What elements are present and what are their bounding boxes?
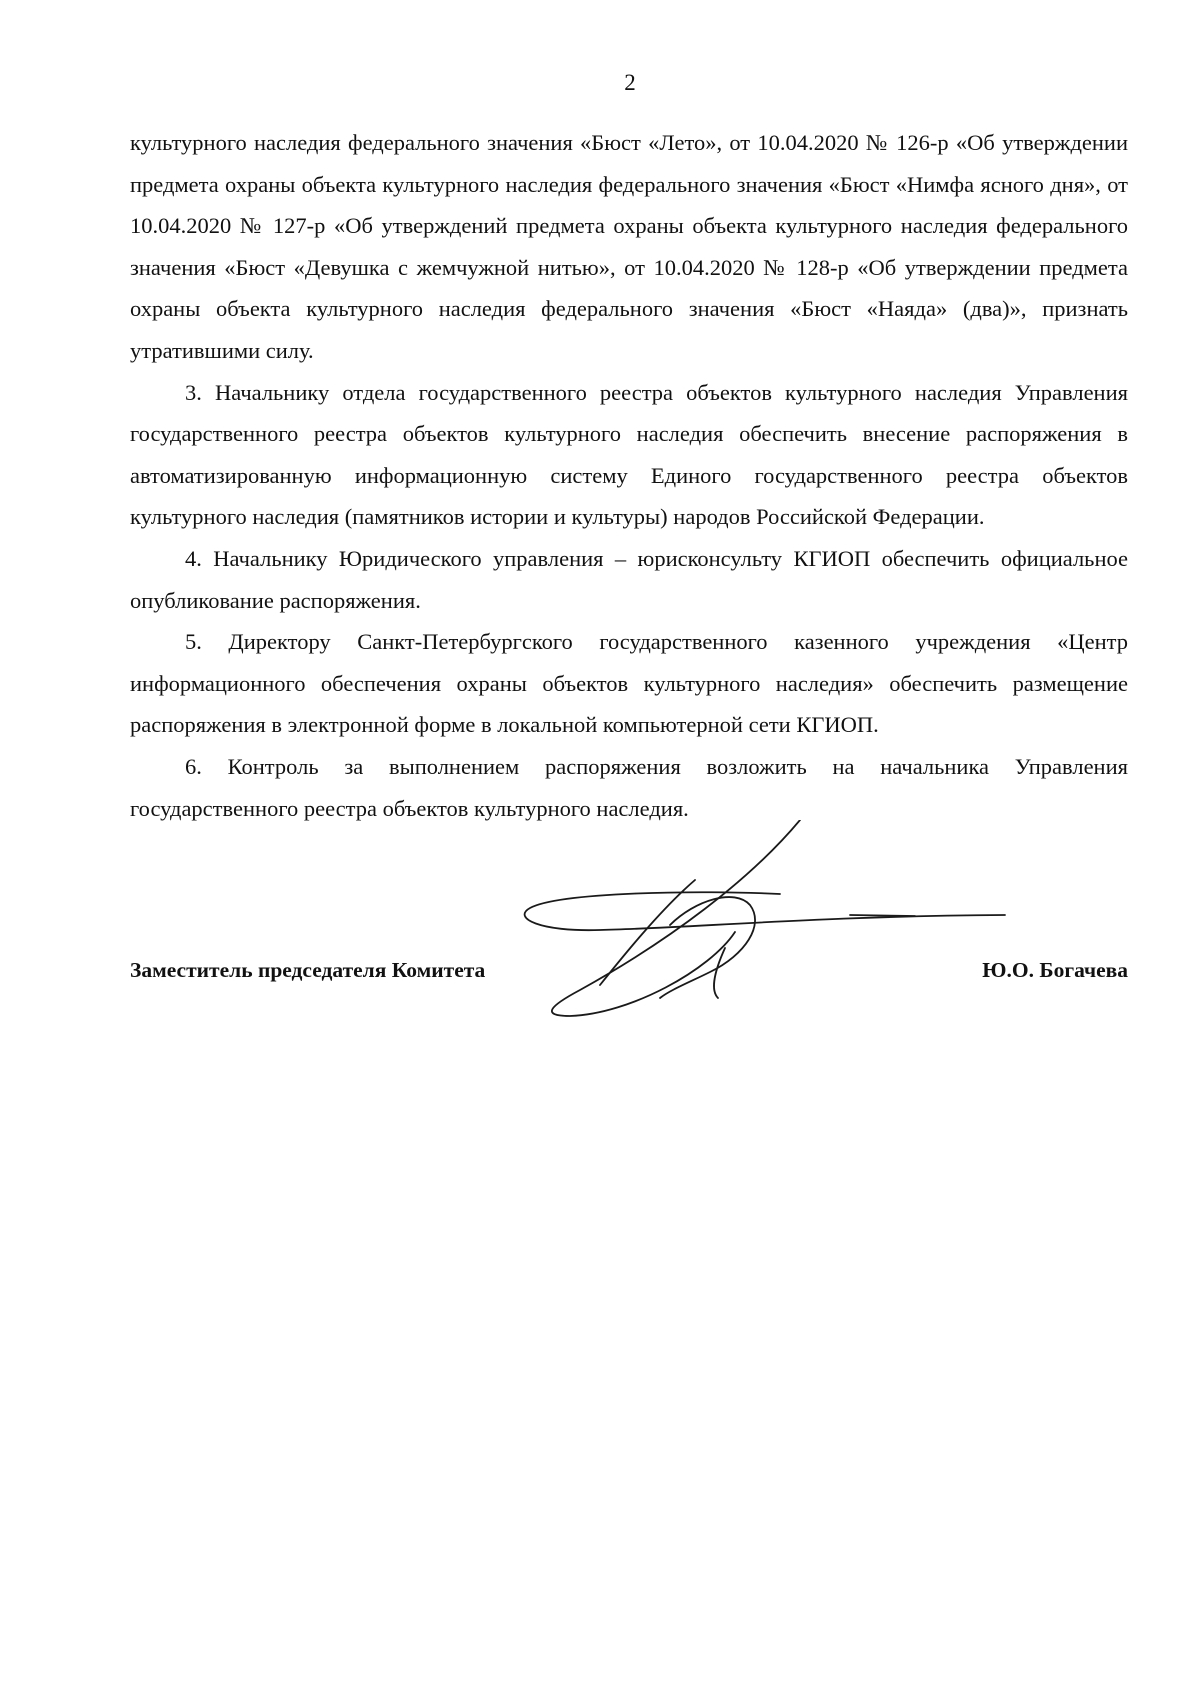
signature-stroke-tail xyxy=(850,915,915,916)
signer-title: Заместитель председателя Комитета xyxy=(130,958,486,982)
document-body xyxy=(130,122,1128,829)
paragraph-item-6: 6. Контроль за выполнением распоряжения возложить на начальника Управления государственного реестра объектов культурного наследия. xyxy=(130,753,1128,821)
paragraph-item-4: 4. Начальнику Юридического управления – юрисконсульту КГИОП обеспечить официальное опубликование распоряжения. xyxy=(130,545,1128,613)
page-number: 2 xyxy=(624,70,636,95)
paragraph-continuation: культурного наследия федерального значения «Бюст «Лето», от 10.04.2020 № 126-р «Об утверждении предмета охраны объекта культурного наследия федерального значения «Бюст «Нимфа ясного дня», от 10.04.2020 № 127-р «Об утверждений предмета охраны объекта культурного наследия федерального значения «Бюст «Девушка с жемчужной нитью», от 10.04.2020 № 128-р «Об утверждении предмета охраны объекта культурного наследия федерального значения «Бюст «Наяда» (два)», признать утратившими силу. xyxy=(130,130,1128,363)
signature-block xyxy=(130,958,1128,998)
signature-stroke-loop xyxy=(525,892,1005,930)
paragraph-item-5: 5. Директору Санкт-Петербургского государственного казенного учреждения «Центр информационного обеспечения охраны объектов культурного наследия» обеспечить размещение распоряжения в электронной форме в локальной компьютерной сети КГИОП. xyxy=(130,629,1128,738)
signer-name: Ю.О. Богачева xyxy=(982,958,1128,982)
paragraph-item-3: 3. Начальнику отдела государственного реестра объектов культурного наследия Управления государственного реестра объектов культурного наследия обеспечить внесение распоряжения в автоматизированную информационную систему Единого государственного реестра объектов культурного наследия (памятников истории и культуры) народов Российской Федерации. xyxy=(130,379,1128,530)
